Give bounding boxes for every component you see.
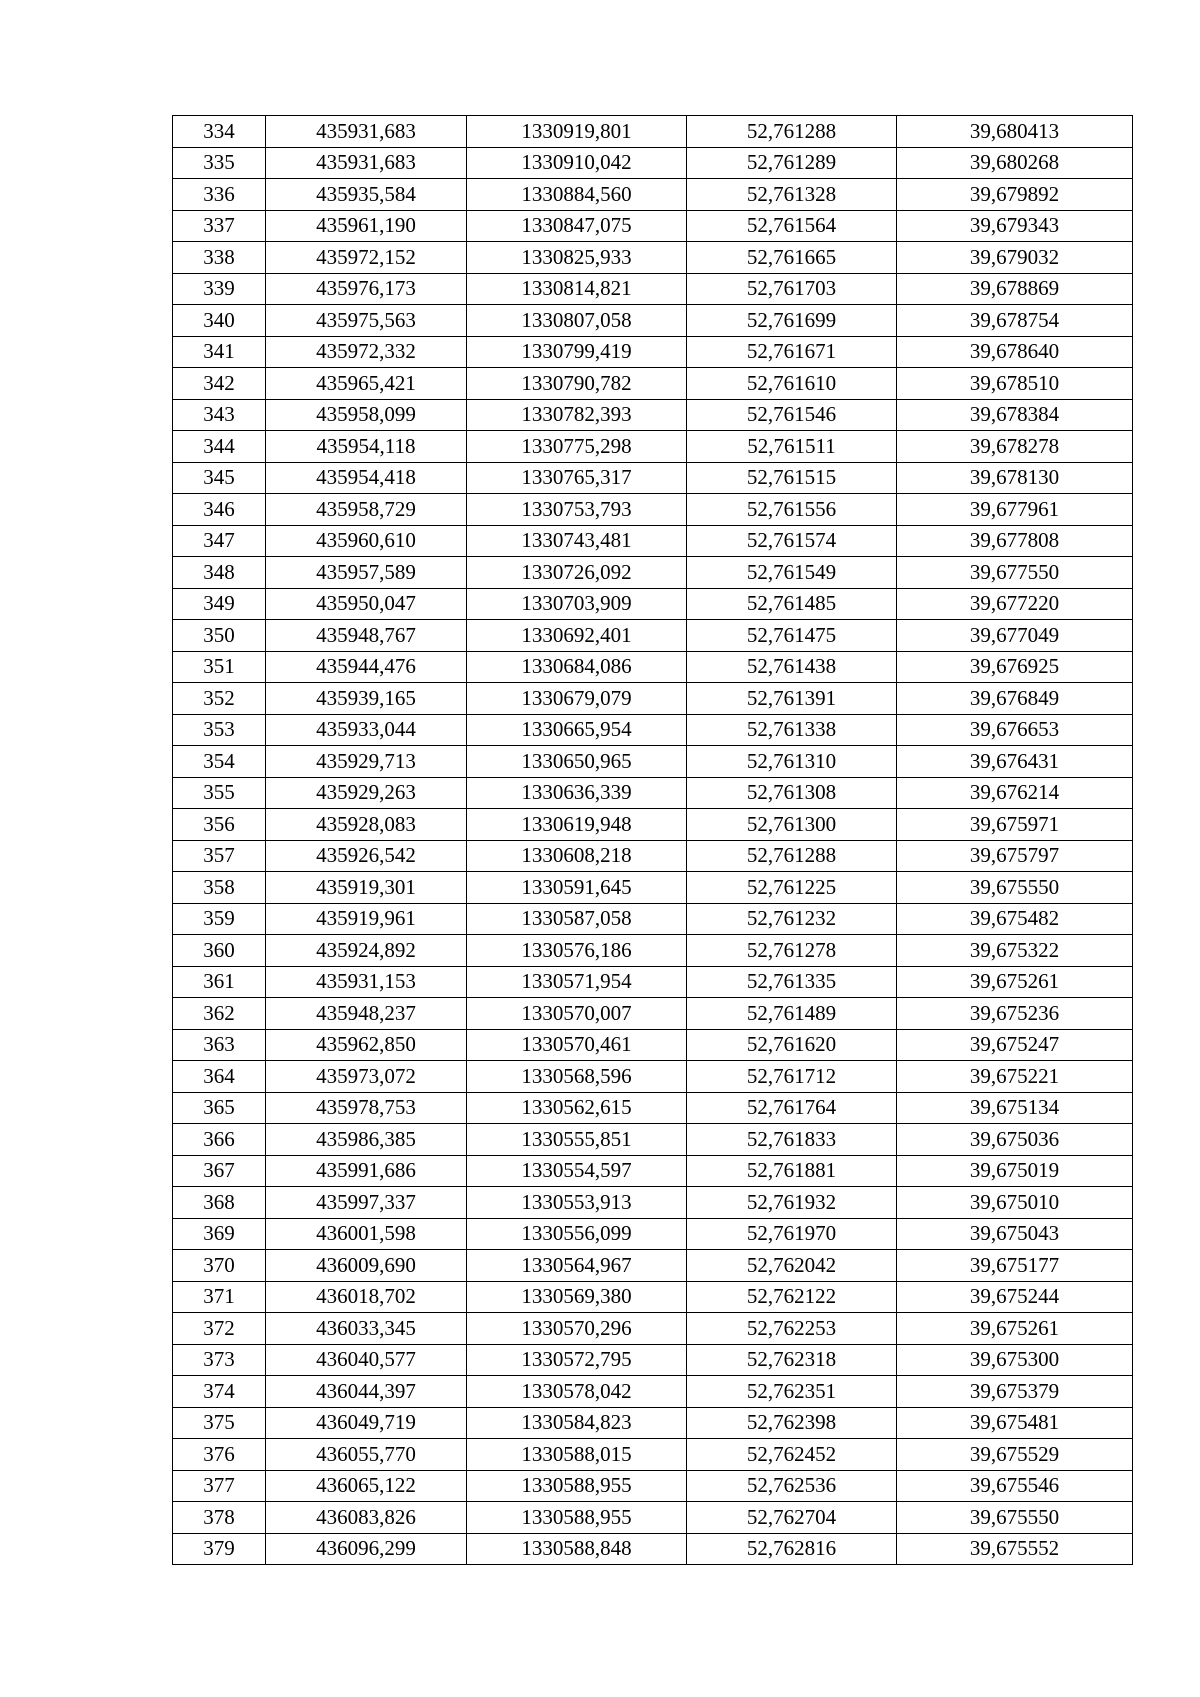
longitude-cell: 39,676214 [897,777,1133,809]
table-row [173,1029,1133,1061]
latitude-cell: 52,761232 [687,903,897,935]
table-row [173,1376,1133,1408]
longitude-cell: 39,677808 [897,525,1133,557]
longitude-cell: 39,675261 [897,966,1133,998]
point-number-cell: 378 [173,1502,266,1534]
point-number-cell: 349 [173,588,266,620]
x-coordinate-cell: 435948,767 [266,620,467,652]
x-coordinate-cell: 435931,683 [266,116,467,148]
point-number-cell: 361 [173,966,266,998]
x-coordinate-cell: 435975,563 [266,305,467,337]
y-coordinate-cell: 1330576,186 [467,935,687,967]
y-coordinate-cell: 1330570,461 [467,1029,687,1061]
latitude-cell: 52,761881 [687,1155,897,1187]
table-row [173,557,1133,589]
longitude-cell: 39,678278 [897,431,1133,463]
longitude-cell: 39,675971 [897,809,1133,841]
y-coordinate-cell: 1330587,058 [467,903,687,935]
table-row [173,336,1133,368]
point-number-cell: 354 [173,746,266,778]
latitude-cell: 52,761328 [687,179,897,211]
table-row [173,1344,1133,1376]
latitude-cell: 52,762536 [687,1470,897,1502]
longitude-cell: 39,676431 [897,746,1133,778]
x-coordinate-cell: 435961,190 [266,210,467,242]
x-coordinate-cell: 436055,770 [266,1439,467,1471]
table-row [173,714,1133,746]
coordinates-table [172,115,1133,1565]
x-coordinate-cell: 435933,044 [266,714,467,746]
table-row [173,368,1133,400]
point-number-cell: 334 [173,116,266,148]
x-coordinate-cell: 436040,577 [266,1344,467,1376]
point-number-cell: 372 [173,1313,266,1345]
point-number-cell: 370 [173,1250,266,1282]
table-row [173,651,1133,683]
x-coordinate-cell: 436096,299 [266,1533,467,1565]
longitude-cell: 39,675300 [897,1344,1133,1376]
y-coordinate-cell: 1330564,967 [467,1250,687,1282]
x-coordinate-cell: 435944,476 [266,651,467,683]
longitude-cell: 39,675481 [897,1407,1133,1439]
x-coordinate-cell: 436049,719 [266,1407,467,1439]
longitude-cell: 39,675177 [897,1250,1133,1282]
y-coordinate-cell: 1330619,948 [467,809,687,841]
point-number-cell: 362 [173,998,266,1030]
longitude-cell: 39,675236 [897,998,1133,1030]
point-number-cell: 367 [173,1155,266,1187]
point-number-cell: 374 [173,1376,266,1408]
longitude-cell: 39,678384 [897,399,1133,431]
x-coordinate-cell: 436065,122 [266,1470,467,1502]
x-coordinate-cell: 435965,421 [266,368,467,400]
point-number-cell: 341 [173,336,266,368]
longitude-cell: 39,675482 [897,903,1133,935]
longitude-cell: 39,679032 [897,242,1133,274]
latitude-cell: 52,761511 [687,431,897,463]
point-number-cell: 346 [173,494,266,526]
latitude-cell: 52,761932 [687,1187,897,1219]
point-number-cell: 353 [173,714,266,746]
longitude-cell: 39,677961 [897,494,1133,526]
latitude-cell: 52,762122 [687,1281,897,1313]
point-number-cell: 345 [173,462,266,494]
latitude-cell: 52,761489 [687,998,897,1030]
x-coordinate-cell: 435972,152 [266,242,467,274]
longitude-cell: 39,679343 [897,210,1133,242]
table-row [173,147,1133,179]
x-coordinate-cell: 435978,753 [266,1092,467,1124]
latitude-cell: 52,761310 [687,746,897,778]
point-number-cell: 337 [173,210,266,242]
y-coordinate-cell: 1330568,596 [467,1061,687,1093]
table-row [173,1533,1133,1565]
latitude-cell: 52,761610 [687,368,897,400]
y-coordinate-cell: 1330884,560 [467,179,687,211]
y-coordinate-cell: 1330765,317 [467,462,687,494]
table-row [173,1218,1133,1250]
x-coordinate-cell: 436009,690 [266,1250,467,1282]
latitude-cell: 52,761703 [687,273,897,305]
longitude-cell: 39,675247 [897,1029,1133,1061]
x-coordinate-cell: 435972,332 [266,336,467,368]
longitude-cell: 39,677049 [897,620,1133,652]
table-row [173,462,1133,494]
y-coordinate-cell: 1330562,615 [467,1092,687,1124]
x-coordinate-cell: 435954,118 [266,431,467,463]
y-coordinate-cell: 1330782,393 [467,399,687,431]
x-coordinate-cell: 435929,713 [266,746,467,778]
x-coordinate-cell: 435957,589 [266,557,467,589]
latitude-cell: 52,761288 [687,116,897,148]
latitude-cell: 52,761289 [687,147,897,179]
longitude-cell: 39,678869 [897,273,1133,305]
latitude-cell: 52,761712 [687,1061,897,1093]
point-number-cell: 359 [173,903,266,935]
table-row [173,1439,1133,1471]
longitude-cell: 39,678754 [897,305,1133,337]
point-number-cell: 336 [173,179,266,211]
latitude-cell: 52,762452 [687,1439,897,1471]
y-coordinate-cell: 1330556,099 [467,1218,687,1250]
x-coordinate-cell: 435919,301 [266,872,467,904]
latitude-cell: 52,762398 [687,1407,897,1439]
table-row [173,1281,1133,1313]
longitude-cell: 39,676925 [897,651,1133,683]
y-coordinate-cell: 1330726,092 [467,557,687,589]
point-number-cell: 373 [173,1344,266,1376]
point-number-cell: 379 [173,1533,266,1565]
y-coordinate-cell: 1330814,821 [467,273,687,305]
y-coordinate-cell: 1330807,058 [467,305,687,337]
table-row [173,1155,1133,1187]
latitude-cell: 52,761278 [687,935,897,967]
table-row [173,1470,1133,1502]
point-number-cell: 360 [173,935,266,967]
point-number-cell: 364 [173,1061,266,1093]
point-number-cell: 363 [173,1029,266,1061]
latitude-cell: 52,761764 [687,1092,897,1124]
y-coordinate-cell: 1330569,380 [467,1281,687,1313]
table-row [173,1313,1133,1345]
point-number-cell: 355 [173,777,266,809]
x-coordinate-cell: 435960,610 [266,525,467,557]
y-coordinate-cell: 1330608,218 [467,840,687,872]
table-row [173,210,1133,242]
x-coordinate-cell: 435939,165 [266,683,467,715]
y-coordinate-cell: 1330588,848 [467,1533,687,1565]
latitude-cell: 52,761556 [687,494,897,526]
y-coordinate-cell: 1330847,075 [467,210,687,242]
latitude-cell: 52,761225 [687,872,897,904]
longitude-cell: 39,675550 [897,872,1133,904]
latitude-cell: 52,761699 [687,305,897,337]
y-coordinate-cell: 1330555,851 [467,1124,687,1156]
latitude-cell: 52,761833 [687,1124,897,1156]
latitude-cell: 52,761335 [687,966,897,998]
latitude-cell: 52,761671 [687,336,897,368]
table-row [173,1124,1133,1156]
latitude-cell: 52,762351 [687,1376,897,1408]
coordinates-table-body [173,116,1133,1565]
latitude-cell: 52,761308 [687,777,897,809]
point-number-cell: 368 [173,1187,266,1219]
y-coordinate-cell: 1330636,339 [467,777,687,809]
point-number-cell: 350 [173,620,266,652]
point-number-cell: 358 [173,872,266,904]
table-row [173,683,1133,715]
longitude-cell: 39,677550 [897,557,1133,589]
longitude-cell: 39,675529 [897,1439,1133,1471]
x-coordinate-cell: 436044,397 [266,1376,467,1408]
point-number-cell: 352 [173,683,266,715]
x-coordinate-cell: 435929,263 [266,777,467,809]
latitude-cell: 52,762704 [687,1502,897,1534]
table-row [173,998,1133,1030]
point-number-cell: 348 [173,557,266,589]
latitude-cell: 52,761574 [687,525,897,557]
x-coordinate-cell: 436083,826 [266,1502,467,1534]
table-row [173,525,1133,557]
y-coordinate-cell: 1330665,954 [467,714,687,746]
y-coordinate-cell: 1330753,793 [467,494,687,526]
point-number-cell: 376 [173,1439,266,1471]
y-coordinate-cell: 1330553,913 [467,1187,687,1219]
y-coordinate-cell: 1330570,007 [467,998,687,1030]
longitude-cell: 39,678510 [897,368,1133,400]
longitude-cell: 39,675221 [897,1061,1133,1093]
table-row [173,935,1133,967]
longitude-cell: 39,675550 [897,1502,1133,1534]
x-coordinate-cell: 435931,683 [266,147,467,179]
latitude-cell: 52,761475 [687,620,897,652]
longitude-cell: 39,675379 [897,1376,1133,1408]
longitude-cell: 39,675546 [897,1470,1133,1502]
point-number-cell: 342 [173,368,266,400]
latitude-cell: 52,761546 [687,399,897,431]
y-coordinate-cell: 1330743,481 [467,525,687,557]
x-coordinate-cell: 435948,237 [266,998,467,1030]
table-row [173,431,1133,463]
latitude-cell: 52,761970 [687,1218,897,1250]
longitude-cell: 39,675019 [897,1155,1133,1187]
x-coordinate-cell: 436033,345 [266,1313,467,1345]
y-coordinate-cell: 1330578,042 [467,1376,687,1408]
x-coordinate-cell: 435958,099 [266,399,467,431]
longitude-cell: 39,675244 [897,1281,1133,1313]
latitude-cell: 52,761564 [687,210,897,242]
latitude-cell: 52,761665 [687,242,897,274]
x-coordinate-cell: 435973,072 [266,1061,467,1093]
table-row [173,179,1133,211]
latitude-cell: 52,761485 [687,588,897,620]
y-coordinate-cell: 1330910,042 [467,147,687,179]
x-coordinate-cell: 435997,337 [266,1187,467,1219]
point-number-cell: 356 [173,809,266,841]
y-coordinate-cell: 1330572,795 [467,1344,687,1376]
point-number-cell: 347 [173,525,266,557]
y-coordinate-cell: 1330554,597 [467,1155,687,1187]
longitude-cell: 39,675043 [897,1218,1133,1250]
longitude-cell: 39,675134 [897,1092,1133,1124]
table-row [173,809,1133,841]
table-row [173,494,1133,526]
longitude-cell: 39,675010 [897,1187,1133,1219]
point-number-cell: 369 [173,1218,266,1250]
table-row [173,1061,1133,1093]
longitude-cell: 39,676653 [897,714,1133,746]
point-number-cell: 351 [173,651,266,683]
y-coordinate-cell: 1330919,801 [467,116,687,148]
latitude-cell: 52,761515 [687,462,897,494]
longitude-cell: 39,679892 [897,179,1133,211]
point-number-cell: 339 [173,273,266,305]
table-row [173,1407,1133,1439]
point-number-cell: 338 [173,242,266,274]
latitude-cell: 52,761438 [687,651,897,683]
table-row [173,399,1133,431]
table-row [173,1250,1133,1282]
table-row [173,620,1133,652]
longitude-cell: 39,675552 [897,1533,1133,1565]
y-coordinate-cell: 1330684,086 [467,651,687,683]
longitude-cell: 39,677220 [897,588,1133,620]
longitude-cell: 39,675322 [897,935,1133,967]
x-coordinate-cell: 435962,850 [266,1029,467,1061]
point-number-cell: 366 [173,1124,266,1156]
x-coordinate-cell: 435919,961 [266,903,467,935]
y-coordinate-cell: 1330775,298 [467,431,687,463]
x-coordinate-cell: 435976,173 [266,273,467,305]
x-coordinate-cell: 435926,542 [266,840,467,872]
longitude-cell: 39,675261 [897,1313,1133,1345]
table-row [173,305,1133,337]
x-coordinate-cell: 435958,729 [266,494,467,526]
x-coordinate-cell: 435931,153 [266,966,467,998]
y-coordinate-cell: 1330679,079 [467,683,687,715]
point-number-cell: 375 [173,1407,266,1439]
y-coordinate-cell: 1330588,955 [467,1470,687,1502]
x-coordinate-cell: 436018,702 [266,1281,467,1313]
longitude-cell: 39,680413 [897,116,1133,148]
table-row [173,840,1133,872]
longitude-cell: 39,678130 [897,462,1133,494]
point-number-cell: 357 [173,840,266,872]
x-coordinate-cell: 435924,892 [266,935,467,967]
latitude-cell: 52,762816 [687,1533,897,1565]
table-row [173,1092,1133,1124]
y-coordinate-cell: 1330703,909 [467,588,687,620]
latitude-cell: 52,761391 [687,683,897,715]
latitude-cell: 52,761549 [687,557,897,589]
latitude-cell: 52,761288 [687,840,897,872]
table-row [173,588,1133,620]
x-coordinate-cell: 435928,083 [266,809,467,841]
point-number-cell: 343 [173,399,266,431]
table-row [173,1502,1133,1534]
point-number-cell: 377 [173,1470,266,1502]
longitude-cell: 39,675797 [897,840,1133,872]
y-coordinate-cell: 1330790,782 [467,368,687,400]
y-coordinate-cell: 1330571,954 [467,966,687,998]
x-coordinate-cell: 435991,686 [266,1155,467,1187]
latitude-cell: 52,761300 [687,809,897,841]
point-number-cell: 365 [173,1092,266,1124]
table-row [173,273,1133,305]
table-row [173,872,1133,904]
table-row [173,903,1133,935]
latitude-cell: 52,762318 [687,1344,897,1376]
longitude-cell: 39,680268 [897,147,1133,179]
table-row [173,1187,1133,1219]
y-coordinate-cell: 1330825,933 [467,242,687,274]
longitude-cell: 39,678640 [897,336,1133,368]
x-coordinate-cell: 436001,598 [266,1218,467,1250]
x-coordinate-cell: 435950,047 [266,588,467,620]
x-coordinate-cell: 435935,584 [266,179,467,211]
y-coordinate-cell: 1330692,401 [467,620,687,652]
y-coordinate-cell: 1330570,296 [467,1313,687,1345]
point-number-cell: 335 [173,147,266,179]
y-coordinate-cell: 1330584,823 [467,1407,687,1439]
y-coordinate-cell: 1330650,965 [467,746,687,778]
y-coordinate-cell: 1330799,419 [467,336,687,368]
latitude-cell: 52,761338 [687,714,897,746]
latitude-cell: 52,762253 [687,1313,897,1345]
x-coordinate-cell: 435954,418 [266,462,467,494]
latitude-cell: 52,761620 [687,1029,897,1061]
latitude-cell: 52,762042 [687,1250,897,1282]
x-coordinate-cell: 435986,385 [266,1124,467,1156]
point-number-cell: 344 [173,431,266,463]
y-coordinate-cell: 1330588,955 [467,1502,687,1534]
y-coordinate-cell: 1330588,015 [467,1439,687,1471]
table-row [173,746,1133,778]
point-number-cell: 371 [173,1281,266,1313]
table-row [173,116,1133,148]
point-number-cell: 340 [173,305,266,337]
y-coordinate-cell: 1330591,645 [467,872,687,904]
table-row [173,777,1133,809]
table-row [173,242,1133,274]
longitude-cell: 39,676849 [897,683,1133,715]
longitude-cell: 39,675036 [897,1124,1133,1156]
table-row [173,966,1133,998]
